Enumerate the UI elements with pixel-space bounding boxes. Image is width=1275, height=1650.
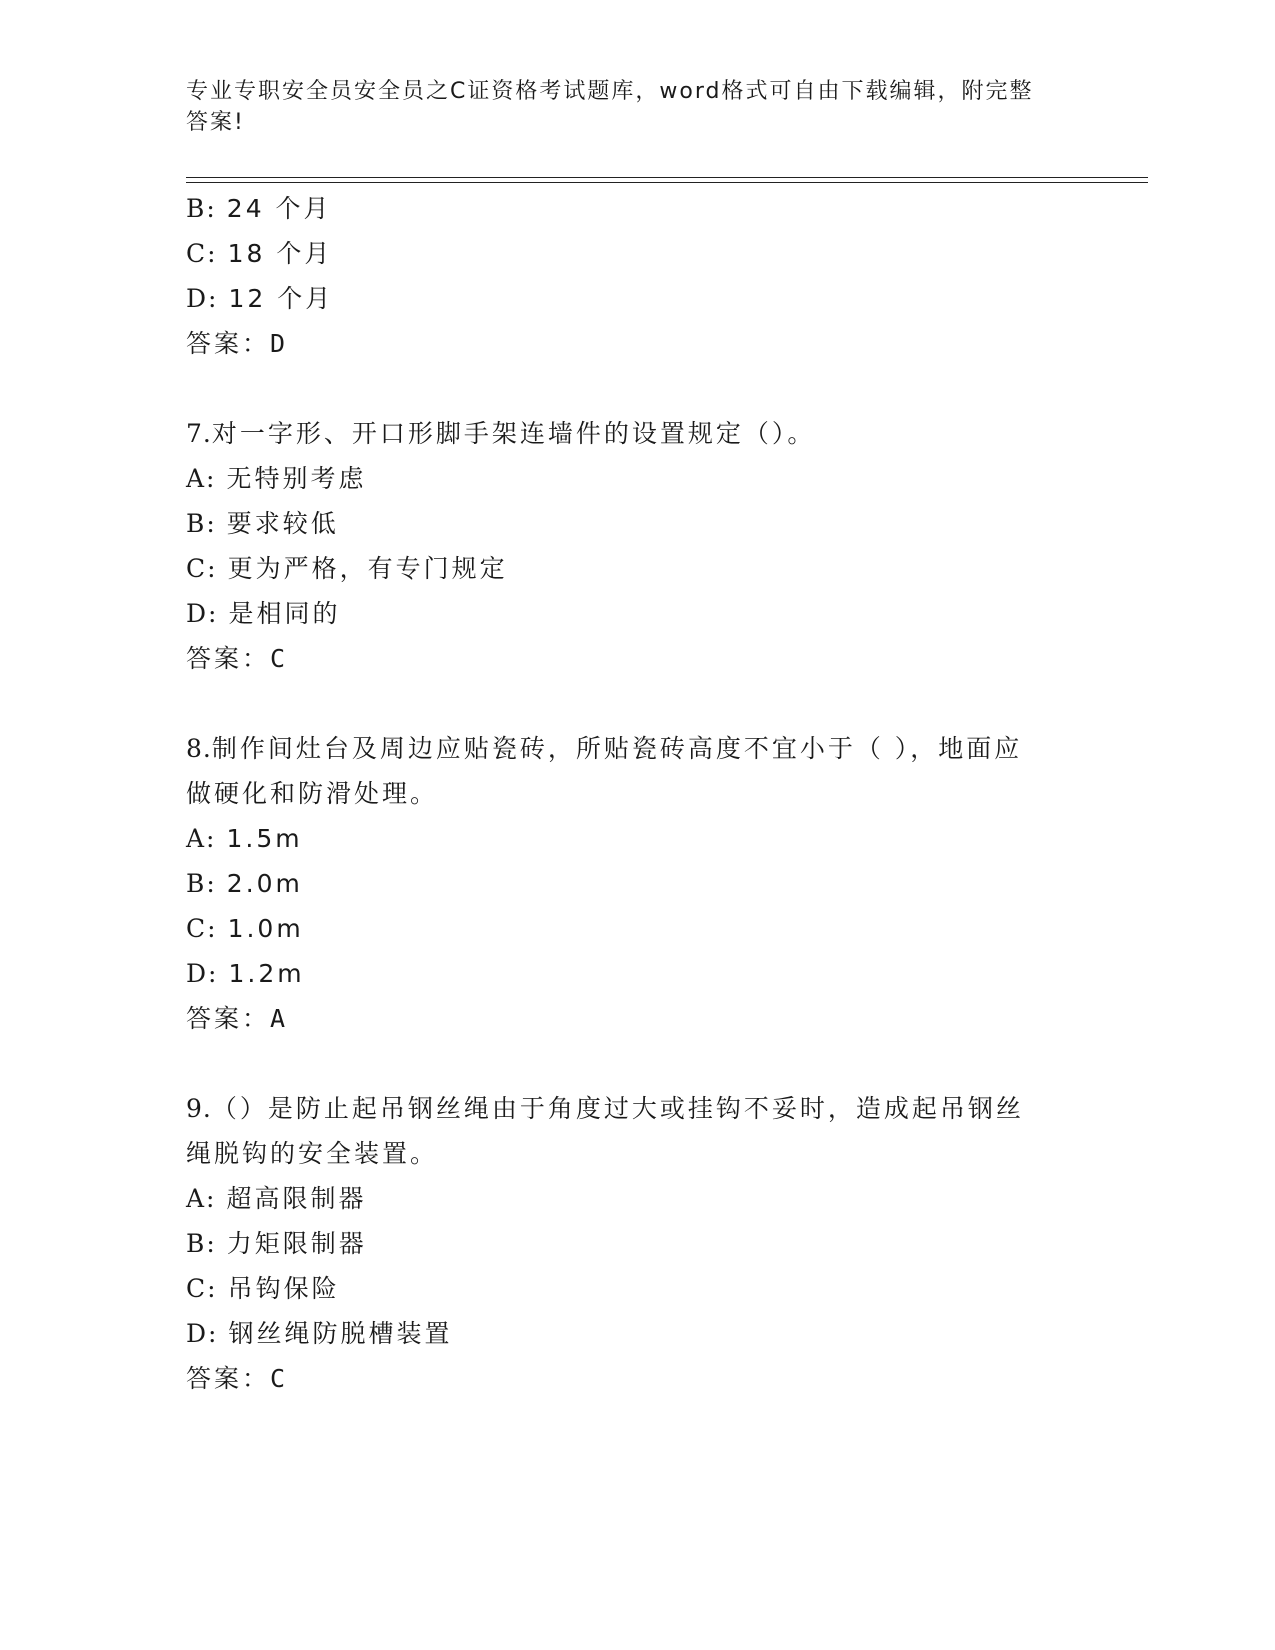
- q9-answer: [186, 1364, 285, 1394]
- header-divider-bottom: [186, 182, 1148, 183]
- answer-value: C: [270, 644, 286, 673]
- option-label: C:: [186, 914, 218, 943]
- q8-answer: [186, 1004, 285, 1034]
- option-text: 钢丝绳防脱槽装置: [228, 1319, 453, 1348]
- q9-option-c: [186, 1274, 340, 1304]
- option-label: D:: [186, 1319, 219, 1348]
- option-label: B:: [186, 194, 217, 223]
- question-number: 7.: [186, 419, 212, 448]
- q6-option-c: [186, 239, 332, 269]
- answer-value: A: [270, 1004, 286, 1033]
- document-header: [186, 76, 1066, 138]
- question-number: 9.: [186, 1094, 212, 1123]
- q9-option-b: [186, 1229, 367, 1259]
- option-text: 1.5m: [226, 824, 303, 853]
- q7-option-d: [186, 599, 340, 629]
- option-label: B:: [186, 869, 217, 898]
- q8-stem-line-1: [186, 734, 1022, 764]
- q9-option-a: [186, 1184, 367, 1214]
- q9-option-d: [186, 1319, 452, 1349]
- q9-stem-line-1: [186, 1094, 1024, 1124]
- q6-option-d: [186, 284, 333, 314]
- option-text: 要求较低: [226, 509, 339, 538]
- q7-stem: [186, 419, 815, 449]
- q8-option-a: [186, 824, 303, 854]
- option-label: A:: [186, 1184, 217, 1213]
- option-label: B:: [186, 1229, 217, 1258]
- option-text: 是相同的: [228, 599, 341, 628]
- q8-option-d: [186, 959, 305, 989]
- header-line-1: 专业专职安全员安全员之C证资格考试题库，word格式可自由下载编辑，附完整: [186, 79, 1034, 104]
- option-text: 18 个月: [227, 239, 333, 268]
- option-label: D:: [186, 959, 219, 988]
- option-text: 2.0m: [226, 869, 303, 898]
- question-text: 制作间灶台及周边应贴瓷砖，所贴瓷砖高度不宜小于（ ），地面应: [211, 734, 1023, 763]
- answer-value: C: [270, 1364, 286, 1393]
- q7-option-b: [186, 509, 339, 539]
- question-number: 8.: [186, 734, 212, 763]
- option-text: 超高限制器: [226, 1184, 367, 1213]
- option-text: 吊钩保险: [227, 1274, 340, 1303]
- option-text: 1.2m: [228, 959, 305, 988]
- option-text: 无特别考虑: [226, 464, 367, 493]
- option-label: A:: [186, 824, 217, 853]
- header-line-2: 答案!: [186, 110, 245, 135]
- answer-value: D: [270, 329, 286, 358]
- option-label: D:: [186, 599, 219, 628]
- q7-answer: [186, 644, 285, 674]
- option-label: C:: [186, 239, 218, 268]
- q9-stem-line-2: 绳脱钩的安全装置。: [186, 1139, 439, 1168]
- answer-label: 答案：: [186, 1364, 271, 1393]
- answer-label: 答案：: [186, 329, 271, 358]
- q6-answer: [186, 329, 285, 359]
- option-text: 力矩限制器: [226, 1229, 367, 1258]
- option-text: 12 个月: [228, 284, 334, 313]
- option-text: 24 个月: [226, 194, 332, 223]
- q8-stem-line-2: 做硬化和防滑处理。: [186, 779, 439, 808]
- q7-option-a: [186, 464, 367, 494]
- option-label: B:: [186, 509, 217, 538]
- answer-label: 答案：: [186, 1004, 271, 1033]
- question-text: 对一字形、开口形脚手架连墙件的设置规定（）。: [211, 419, 816, 448]
- q6-option-b: [186, 194, 332, 224]
- question-text: （）是防止起吊钢丝绳由于角度过大或挂钩不妥时，造成起吊钢丝: [211, 1094, 1024, 1123]
- option-label: A:: [186, 464, 217, 493]
- option-text: 1.0m: [227, 914, 304, 943]
- option-text: 更为严格，有专门规定: [227, 554, 508, 583]
- option-label: D:: [186, 284, 219, 313]
- q8-option-b: [186, 869, 303, 899]
- option-label: C:: [186, 554, 218, 583]
- option-label: C:: [186, 1274, 218, 1303]
- q7-option-c: [186, 554, 508, 584]
- header-divider-top: [186, 177, 1148, 178]
- answer-label: 答案：: [186, 644, 271, 673]
- q8-option-c: [186, 914, 304, 944]
